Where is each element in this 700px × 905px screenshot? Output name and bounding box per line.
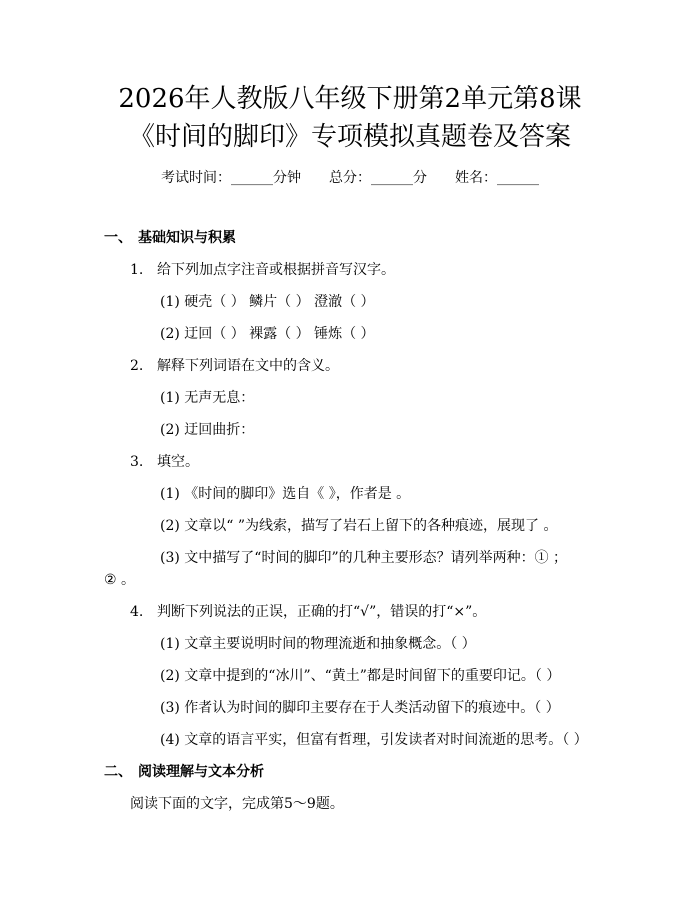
question-4-item-4: (4) 文章的语言平实，但富有哲理，引发读者对时间流逝的思考。（ ） bbox=[160, 732, 588, 748]
question-1-text: 给下列加点字注音或根据拼音写汉字。 bbox=[157, 262, 395, 278]
question-2 bbox=[130, 356, 339, 376]
section-2-title: 阅读理解与文本分析 bbox=[138, 764, 264, 780]
question-4-number: 4. bbox=[130, 604, 144, 620]
question-3-item-3-continued: ② 。 bbox=[104, 572, 136, 588]
question-3-item-2: (2) 文章以“ ”为线索，描写了岩石上留下的各种痕迹，展现了 。 bbox=[160, 518, 558, 534]
question-3-item-1: (1) 《时间的脚印》选自《 》，作者是 。 bbox=[160, 486, 411, 502]
question-1-row-2: (2) 迂回（ ） 裸露（ ） 锤炼（ ） bbox=[160, 326, 375, 342]
question-2-number: 2. bbox=[130, 358, 144, 374]
question-3-text: 填空。 bbox=[157, 454, 199, 470]
exam-time-field: 考试时间：______分钟 bbox=[161, 170, 301, 186]
title-line-1: 2026年人教版八年级下册第2单元第8课 bbox=[118, 84, 582, 114]
section-2-heading bbox=[104, 762, 264, 782]
question-4-text: 判断下列说法的正误，正确的打“√”，错误的打“×”。 bbox=[157, 604, 487, 620]
question-1-row-1: (1) 硬壳（ ） 鳞片（ ） 澄澈（ ） bbox=[160, 294, 375, 310]
section-1-heading bbox=[104, 228, 236, 248]
question-3 bbox=[130, 452, 199, 472]
question-4-item-1: (1) 文章主要说明时间的物理流逝和抽象概念。（ ） bbox=[160, 636, 476, 652]
question-1 bbox=[130, 260, 395, 280]
question-1-number: 1. bbox=[130, 262, 144, 278]
question-2-item-1: (1) 无声无息： bbox=[160, 390, 255, 406]
question-3-number: 3. bbox=[130, 454, 144, 470]
section-2-intro: 阅读下面的文字，完成第5～9题。 bbox=[130, 796, 344, 812]
section-1-number: 一、 bbox=[104, 230, 132, 246]
exam-info bbox=[0, 168, 700, 188]
question-4-item-3: (3) 作者认为时间的脚印主要存在于人类活动留下的痕迹中。（ ） bbox=[160, 700, 560, 716]
question-4-item-2: (2) 文章中提到的“冰川”、“黄土”都是时间留下的重要印记。（ ） bbox=[160, 668, 561, 684]
section-2-number: 二、 bbox=[104, 764, 132, 780]
name-field: 姓名：______ bbox=[455, 170, 539, 186]
total-score-field: 总分：______分 bbox=[329, 170, 427, 186]
section-1-title: 基础知识与积累 bbox=[138, 230, 236, 246]
question-2-text: 解释下列词语在文中的含义。 bbox=[157, 358, 339, 374]
question-2-item-2: (2) 迂回曲折： bbox=[160, 422, 255, 438]
title-line-2: 《时间的脚印》专项模拟真题卷及答案 bbox=[128, 122, 571, 152]
question-4 bbox=[130, 602, 486, 622]
question-3-item-3: (3) 文中描写了“时间的脚印”的几种主要形态？请列举两种：① ； bbox=[160, 550, 568, 566]
